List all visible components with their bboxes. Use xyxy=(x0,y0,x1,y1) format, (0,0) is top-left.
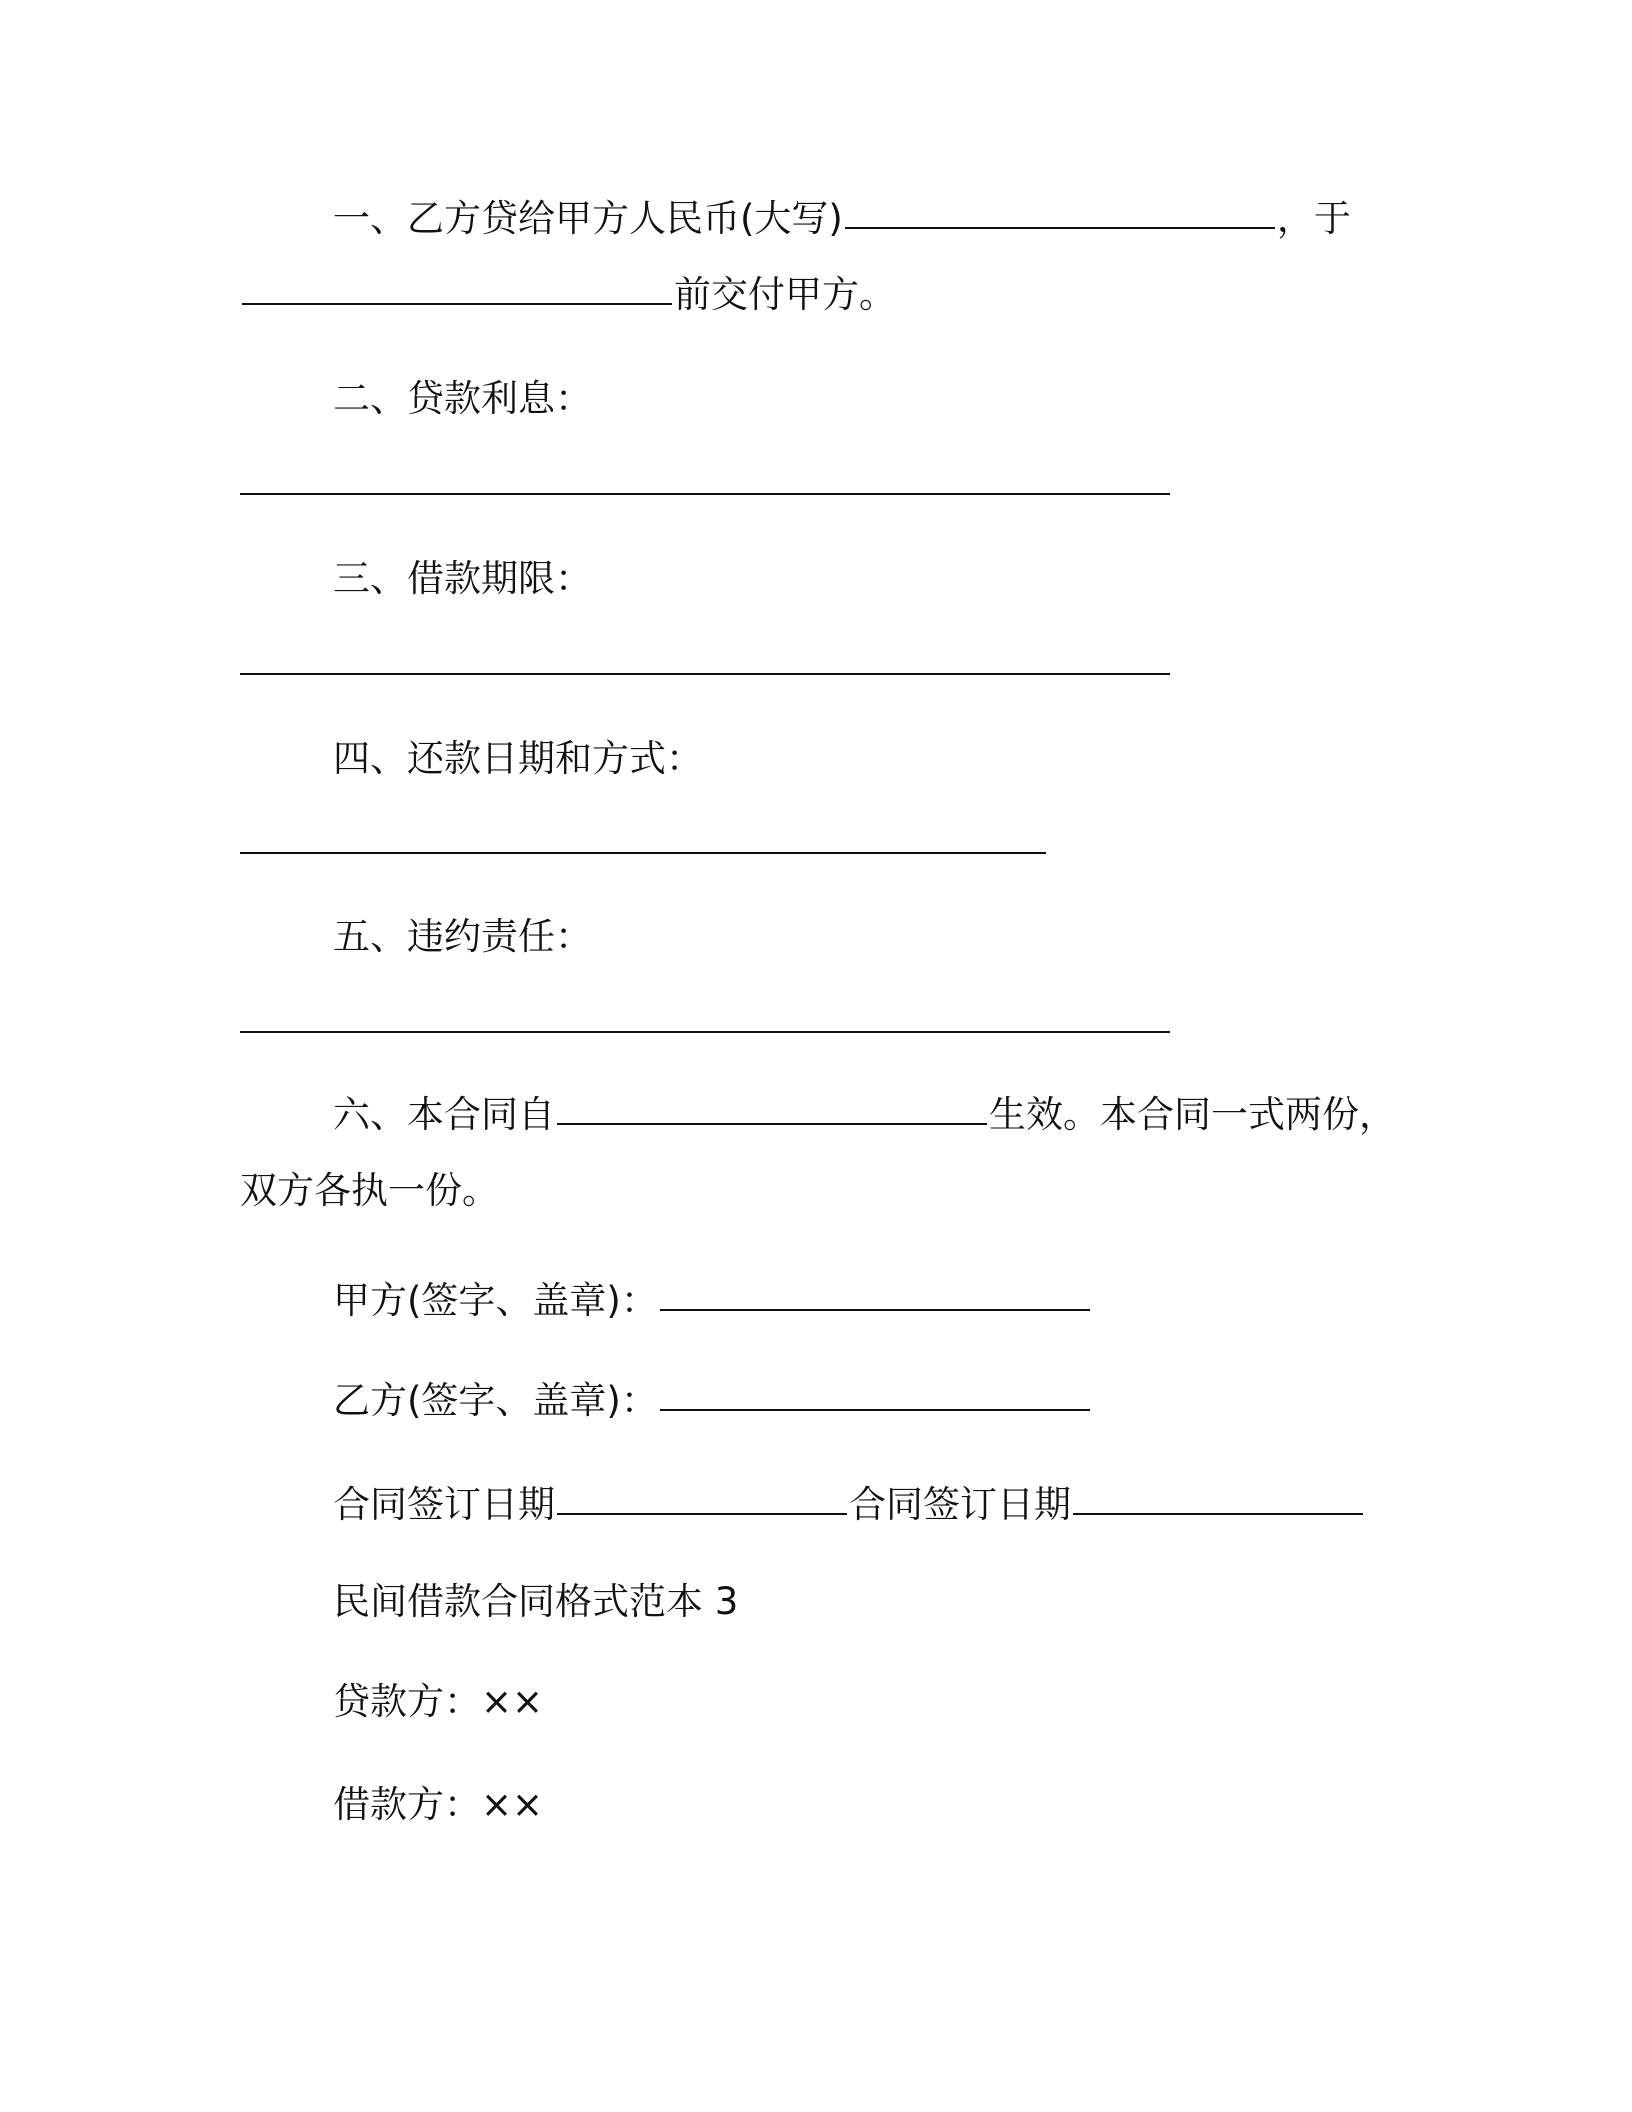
clause-6-text-b: 生效。本合同一式两份， xyxy=(989,1093,1396,1136)
party-b-label: 乙方(签字、盖章)： xyxy=(333,1379,658,1422)
party-a-label: 甲方(签字、盖章)： xyxy=(333,1279,658,1322)
clause-3-label: 三、借款期限： xyxy=(333,557,592,600)
clause-4-label: 四、还款日期和方式： xyxy=(333,737,703,780)
liability-blank[interactable] xyxy=(240,1031,1170,1033)
clause-1-text-a: 一、乙方贷给甲方人民币(大写) xyxy=(333,197,843,240)
clause-2-label: 二、贷款利息： xyxy=(333,377,592,420)
repayment-blank[interactable] xyxy=(240,852,1046,854)
party-b-signature-blank[interactable] xyxy=(660,1408,1090,1411)
delivery-date-blank[interactable] xyxy=(242,302,672,305)
clause-1-line-1 xyxy=(333,193,1351,245)
loan-term-blank[interactable] xyxy=(240,673,1170,675)
clause-1-line-2 xyxy=(240,269,896,321)
sign-date-blank-1[interactable] xyxy=(557,1512,847,1515)
loan-amount-blank[interactable] xyxy=(845,226,1275,229)
clause-6-line-2: 双方各执一份。 xyxy=(240,1169,499,1212)
clause-5-label: 五、违约责任： xyxy=(333,915,592,958)
template-3-title: 民间借款合同格式范本 3 xyxy=(333,1580,739,1623)
borrower-line: 借款方：×× xyxy=(333,1783,544,1826)
clause-1-text-b: ，于 xyxy=(1276,197,1351,240)
effective-date-blank[interactable] xyxy=(557,1122,987,1125)
sign-date-label-1: 合同签订日期 xyxy=(333,1483,555,1526)
sign-date-blank-2[interactable] xyxy=(1073,1512,1363,1515)
party-a-signature-blank[interactable] xyxy=(660,1308,1090,1311)
interest-blank[interactable] xyxy=(240,493,1170,495)
clause-1-text-c: 前交付甲方。 xyxy=(674,273,896,316)
party-a-signature-line xyxy=(333,1275,1092,1327)
clause-6-text-a: 六、本合同自 xyxy=(333,1093,555,1136)
party-b-signature-line xyxy=(333,1375,1092,1427)
clause-6-line-1 xyxy=(333,1089,1396,1141)
sign-date-line xyxy=(333,1479,1365,1531)
lender-line: 贷款方：×× xyxy=(333,1680,544,1723)
sign-date-label-2: 合同签订日期 xyxy=(849,1483,1071,1526)
